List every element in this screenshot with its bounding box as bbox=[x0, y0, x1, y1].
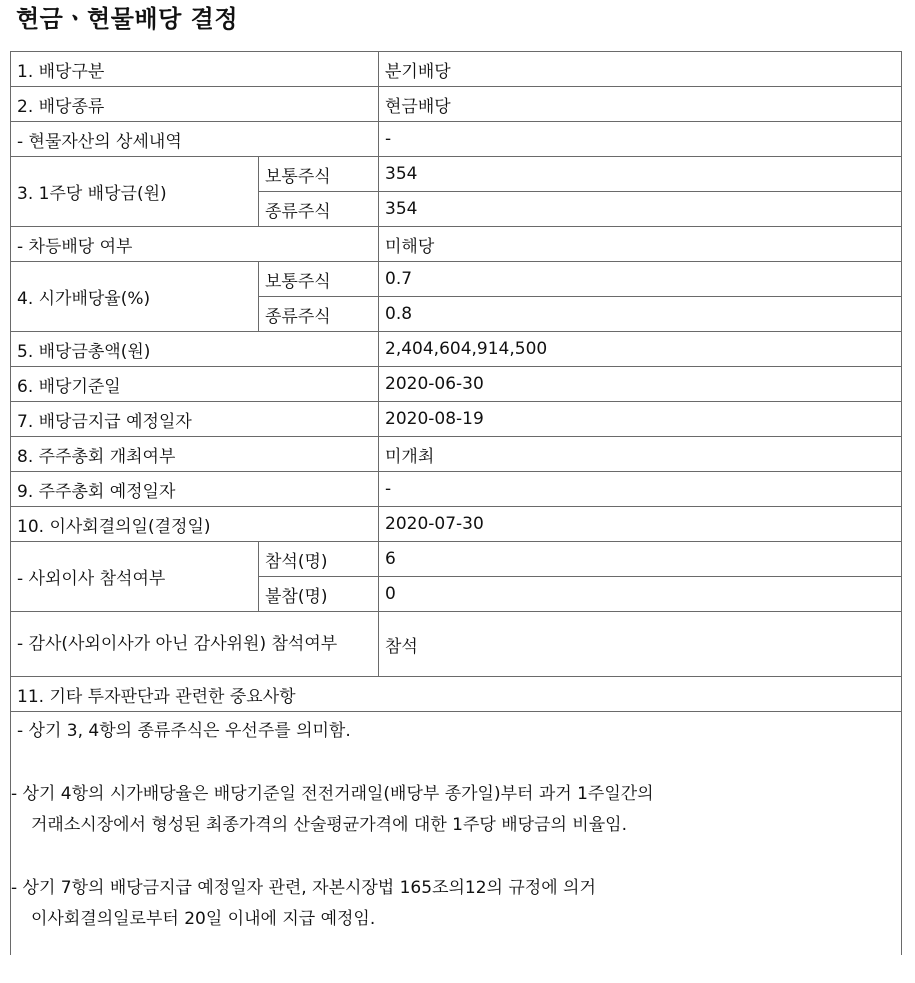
page-title: 현금ㆍ현물배당 결정 bbox=[16, 5, 239, 33]
sub-label: 불참(명) bbox=[259, 577, 379, 612]
sub-label: 참석(명) bbox=[259, 542, 379, 577]
row-value: 2,404,604,914,500 bbox=[379, 332, 902, 367]
row-value: 354 bbox=[379, 192, 902, 227]
note-line: - 상기 4항의 시가배당율은 배당기준일 전전거래일(배당부 종가일)부터 과거 1주일간의 bbox=[11, 784, 654, 804]
row-in-kind-detail bbox=[11, 122, 902, 157]
note-line: - 상기 7항의 배당금지급 예정일자 관련, 자본시장법 165조의12의 규정에 의거 bbox=[11, 878, 596, 898]
row-label: 3. 1주당 배당금(원) bbox=[11, 157, 259, 227]
row-label: 1. 배당구분 bbox=[11, 52, 379, 87]
row-label: 4. 시가배당율(%) bbox=[11, 262, 259, 332]
row-value: 미해당 bbox=[379, 227, 902, 262]
note-line: 거래소시장에서 형성된 최종가격의 산술평균가격에 대한 1주당 배당금의 비율임. bbox=[31, 815, 627, 835]
row-total bbox=[11, 332, 902, 367]
note-paragraph bbox=[11, 873, 895, 935]
row-label: 10. 이사회결의일(결정일) bbox=[11, 507, 379, 542]
row-board-date bbox=[11, 507, 902, 542]
note-paragraph bbox=[11, 716, 895, 747]
row-value: 2020-08-19 bbox=[379, 402, 902, 437]
row-value: 6 bbox=[379, 542, 902, 577]
row-label: - 현물자산의 상세내역 bbox=[11, 122, 379, 157]
row-value: 0.7 bbox=[379, 262, 902, 297]
row-dps-common bbox=[11, 157, 902, 192]
row-value: - bbox=[379, 122, 902, 157]
row-value: 0.8 bbox=[379, 297, 902, 332]
row-label: - 사외이사 참석여부 bbox=[11, 542, 259, 612]
row-value: 354 bbox=[379, 157, 902, 192]
row-dividend-type bbox=[11, 52, 902, 87]
sub-label: 보통주식 bbox=[259, 157, 379, 192]
note-line: 이사회결의일로부터 20일 이내에 지급 예정임. bbox=[31, 909, 376, 929]
row-label: 8. 주주총회 개최여부 bbox=[11, 437, 379, 472]
row-auditor bbox=[11, 612, 902, 677]
row-outside-present bbox=[11, 542, 902, 577]
dividend-decision-table bbox=[10, 51, 902, 955]
row-value: 2020-07-30 bbox=[379, 507, 902, 542]
sub-label: 종류주식 bbox=[259, 297, 379, 332]
sub-label: 종류주식 bbox=[259, 192, 379, 227]
row-value: 0 bbox=[379, 577, 902, 612]
row-label: 9. 주주총회 예정일자 bbox=[11, 472, 379, 507]
row-agm-held bbox=[11, 437, 902, 472]
row-label: - 감사(사외이사가 아닌 감사위원) 참석여부 bbox=[11, 612, 379, 677]
row-record-date bbox=[11, 367, 902, 402]
row-label: 2. 배당종류 bbox=[11, 87, 379, 122]
row-label: 5. 배당금총액(원) bbox=[11, 332, 379, 367]
note-line: - 상기 3, 4항의 종류주식은 우선주를 의미함. bbox=[17, 721, 351, 741]
row-label: 6. 배당기준일 bbox=[11, 367, 379, 402]
row-agm-date bbox=[11, 472, 902, 507]
row-dividend-kind bbox=[11, 87, 902, 122]
row-value: 현금배당 bbox=[379, 87, 902, 122]
row-yield-common bbox=[11, 262, 902, 297]
sub-label: 보통주식 bbox=[259, 262, 379, 297]
section-heading: 11. 기타 투자판단과 관련한 중요사항 bbox=[11, 677, 902, 712]
row-label: 7. 배당금지급 예정일자 bbox=[11, 402, 379, 437]
row-value: 미개최 bbox=[379, 437, 902, 472]
row-differential bbox=[11, 227, 902, 262]
row-label: - 차등배당 여부 bbox=[11, 227, 379, 262]
notes-cell bbox=[11, 712, 902, 956]
row-other-header bbox=[11, 677, 902, 712]
row-value: 참석 bbox=[379, 612, 902, 677]
row-notes bbox=[11, 712, 902, 956]
row-payment-date bbox=[11, 402, 902, 437]
row-value: - bbox=[379, 472, 902, 507]
note-paragraph bbox=[11, 779, 895, 841]
row-value: 2020-06-30 bbox=[379, 367, 902, 402]
row-value: 분기배당 bbox=[379, 52, 902, 87]
